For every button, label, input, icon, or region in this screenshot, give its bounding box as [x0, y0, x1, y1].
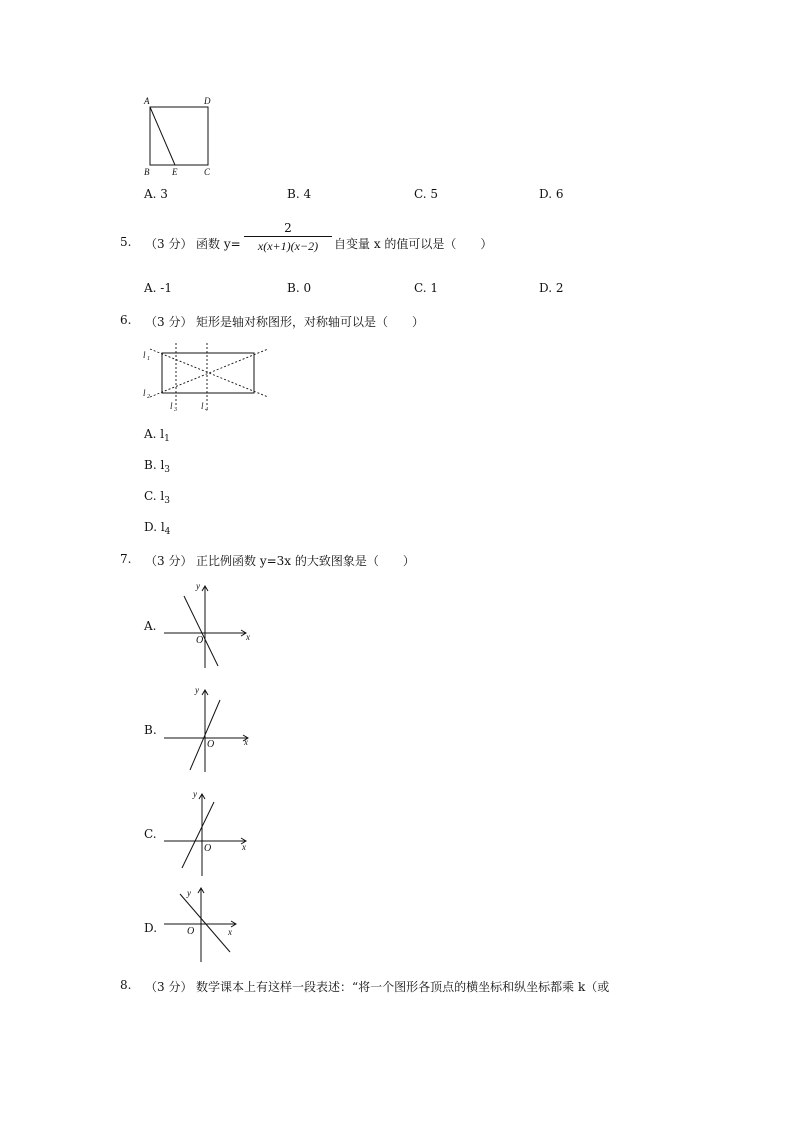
origin-label: O: [187, 926, 195, 937]
axis-y-label: y: [196, 581, 200, 591]
q4-square-figure: [140, 94, 220, 178]
axis-x-label: x: [246, 632, 250, 642]
q5-number: 5.: [120, 235, 132, 249]
q8-number: 8.: [120, 978, 132, 992]
q4-option-c: C. 5: [414, 187, 439, 201]
fraction-bar: [244, 236, 332, 237]
origin-label: O: [196, 635, 204, 646]
q6-option-b: [144, 458, 170, 475]
q6-option-d: [144, 520, 170, 537]
q6-option-b-sub: 3: [164, 465, 171, 475]
label-a: A: [144, 96, 150, 106]
origin-label: O: [207, 739, 215, 750]
q6-option-a: [144, 427, 170, 444]
label-l3: l: [170, 401, 173, 411]
q6-option-a-sub: 1: [164, 434, 170, 444]
q4-option-a: A. 3: [144, 187, 168, 201]
q8-score: （3 分）: [145, 980, 193, 994]
axis-x-label: x: [244, 737, 248, 747]
q6-option-a-label: A. l: [144, 427, 165, 441]
q5-text-before: 函数 y=: [196, 237, 241, 251]
q6-option-b-label: B. l: [144, 458, 165, 472]
q6-option-c-sub: 3: [164, 496, 170, 506]
label-l1-sub: 1: [147, 356, 150, 362]
label-c: C: [204, 167, 211, 177]
q7-graph-a: [158, 580, 258, 670]
q6-rectangle-figure: [140, 340, 275, 416]
q7-graph-c: [158, 788, 258, 878]
q4-option-b: B. 4: [287, 187, 312, 201]
q7-option-c-label: C.: [144, 827, 157, 841]
q6-text: 矩形是轴对称图形，对称轴可以是（ ）: [196, 315, 425, 329]
q5-option-b: B. 0: [287, 281, 312, 295]
q6-option-d-label: D. l: [144, 520, 165, 534]
q4-option-d: D. 6: [539, 187, 564, 201]
label-l2-sub: 2: [147, 394, 150, 400]
q5-fraction-numerator: 2: [284, 221, 292, 235]
axis-y-label: y: [195, 685, 199, 695]
axis-x-label: x: [242, 842, 246, 852]
label-l4-sub: 4: [205, 407, 208, 413]
q8-text: 数学课本上有这样一段表述：“将一个图形各顶点的横坐标和纵坐标都乘 k（或: [196, 980, 610, 994]
q7-graph-b: [158, 684, 258, 774]
q7-graph-d: [158, 882, 258, 968]
label-l2: l: [143, 388, 146, 398]
q6-option-c: [144, 489, 170, 506]
q7-number: 7.: [120, 552, 132, 566]
origin-label: O: [204, 843, 212, 854]
q6-score: （3 分）: [145, 315, 193, 329]
q6-option-c-label: C. l: [144, 489, 165, 503]
q5-score: （3 分）: [145, 237, 193, 251]
q5-option-d: D. 2: [539, 281, 564, 295]
axis-y-label: y: [193, 789, 197, 799]
q5-fraction: [244, 221, 332, 254]
q5-fraction-denominator: x(x+1)(x−2): [257, 239, 319, 253]
label-d: D: [204, 96, 211, 106]
label-l3-sub: 3: [174, 407, 177, 413]
q7-option-d-label: D.: [144, 921, 158, 935]
q5-option-c: C. 1: [414, 281, 439, 295]
q5-option-a: A. -1: [144, 281, 172, 295]
q7-score: （3 分）: [145, 554, 193, 568]
q7-option-a-label: A.: [144, 619, 157, 633]
label-l1: l: [143, 350, 146, 360]
axis-y-label: y: [187, 888, 191, 898]
label-b: B: [144, 167, 150, 177]
q6-option-d-sub: 4: [164, 527, 171, 537]
q7-text: 正比例函数 y=3x 的大致图象是（ ）: [196, 554, 415, 568]
q5-text-after: 自变量 x 的值可以是（ ）: [334, 237, 493, 251]
label-e: E: [172, 167, 178, 177]
axis-x-label: x: [228, 927, 232, 937]
label-l4: l: [201, 401, 204, 411]
q7-option-b-label: B.: [144, 723, 157, 737]
q6-number: 6.: [120, 313, 132, 327]
